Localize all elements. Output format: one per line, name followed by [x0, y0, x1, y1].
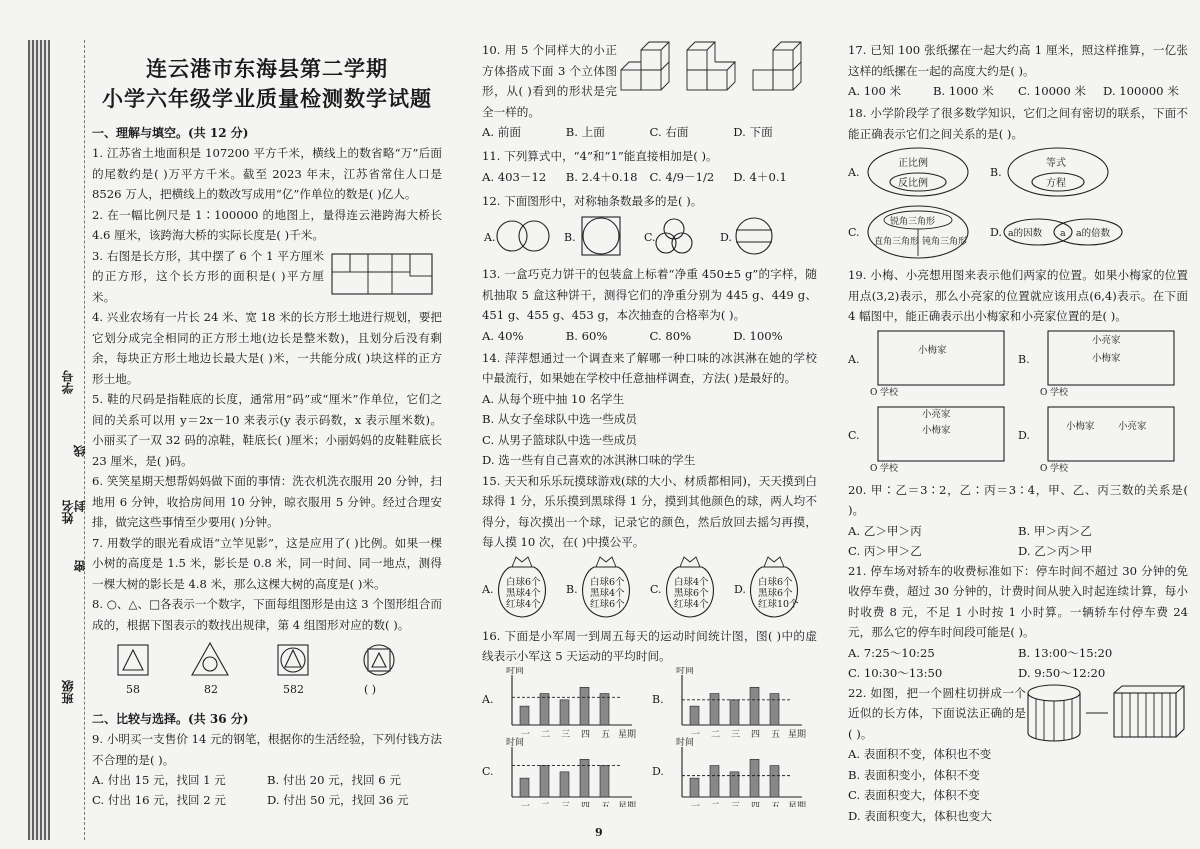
question-17: 17. 已知 100 张纸摞在一起大约高 1 厘米，照这样推算，一亿张这样的纸摞在一起的高度大约是( )。 [848, 43, 1188, 78]
q12-option-a: A. [484, 231, 496, 244]
q9-option-b: B. 付出 20 元，找回 6 元 [267, 773, 401, 787]
chart-bar [710, 693, 719, 724]
section-2-heading: 二、比较与选择。(共 36 分) [92, 712, 249, 726]
question-11-options [482, 167, 817, 187]
chart-bar [580, 759, 589, 797]
q14-option-b: B. 从女子垒球队中选一些成员 [482, 412, 638, 426]
q12-option-c: C. [644, 231, 656, 244]
question-15: 15. 天天和乐乐玩摸球游戏(球的大小、材质都相同)，天天摸到白球得 1 分，乐乐摸到黑球得 1 分，摸到其他颜色的球，两人均不得分，每次摸出一个球，记录它的颜色，然后放回去摇匀再摸，每人摸 10 次，在( )中摸公平。 [482, 473, 817, 549]
cylinder-to-cuboid-figure [1026, 683, 1186, 743]
chart-bar [770, 765, 779, 796]
q11-option-a: A. 403－12 [482, 169, 547, 184]
map-liang-home: 小亮家 [922, 408, 951, 420]
map-option-label: A. [848, 352, 860, 366]
name-label: 姓名 [61, 500, 75, 524]
q18-d-label-3: a的倍数 [1076, 228, 1111, 239]
question-19: 19. 小梅、小亮想用图来表示他们两家的位置。如果小梅家的位置用点(3,2)表示，那么小亮家的位置就应该用点(6,4)表示。在下面 4 幅图中，能正确表示出小梅家和小亮家位置的是( )。 [848, 268, 1188, 323]
chart-tick-label: 三 [731, 729, 741, 740]
pattern-value-4: ( ) [364, 683, 377, 696]
bag-ball-count: 红球6个 [590, 598, 625, 610]
q18-c-label-2: 直角三角形 [874, 237, 920, 247]
map-mei-home: 小梅家 [1092, 352, 1121, 364]
q15-option-label: B. [566, 582, 578, 596]
q18-d-label-2: a [1060, 228, 1066, 239]
question-17-options [848, 81, 1188, 101]
location-map-figures [848, 327, 1188, 477]
map-school-label: 学校 [1050, 463, 1069, 474]
pattern-value-1: 58 [126, 683, 140, 696]
q10-option-d: D. 下面 [733, 125, 773, 139]
chart-tick-label: 二 [711, 729, 721, 740]
question-20: 20. 甲∶乙＝3∶2，乙∶丙＝3∶4，甲、乙、丙三数的关系是( )。 [848, 482, 1188, 517]
bag-tie [680, 557, 700, 567]
q9-option-a: A. 付出 15 元，找回 1 元 [92, 773, 226, 787]
map-origin-label: O [1040, 463, 1048, 474]
exam-title-line2: 小学六年级学业质量检测数学试题 [102, 86, 432, 111]
q21-option-d: D. 9:50～12:20 [1018, 665, 1106, 680]
chart-bar [560, 699, 569, 724]
q15-option-label: A. [482, 582, 494, 596]
q20-option-d: D. 乙＞丙＞甲 [1018, 543, 1093, 558]
chart-option-label: A. [482, 692, 494, 706]
rectangle-squares-figure [330, 252, 440, 302]
q9-option-c: C. 付出 16 元，找回 2 元 [92, 793, 226, 807]
question-9: 9. 小明买一支售价 14 元的钢笔，根据你的生活经验，下列付钱方法不合理的是( )。 [92, 732, 442, 767]
binding-strip [28, 40, 50, 840]
q22-option-d: D. 表面积变大，体积也变大 [848, 808, 992, 823]
chart-tick-label: 四 [581, 801, 591, 807]
q13-option-b: B. 60% [565, 328, 608, 343]
question-12: 12. 下面图形中，对称轴条数最多的是( )。 [482, 193, 703, 208]
chart-tick-label: 一 [691, 729, 701, 740]
chart-bar [730, 699, 739, 724]
q12-option-d: D. [720, 231, 732, 244]
chart-tick-label: 三 [731, 801, 741, 807]
q17-option-c: C. 10000 米 [1018, 84, 1086, 98]
question-21: 21. 停车场对轿车的收费标准如下：停车时间不超过 30 分钟的免收停车费，超过 30 分钟的，计费时间从驶入时起连续计算，每小时收费 8 元，不足 1 小时按 1 小时算。一辆轿车付停车费 24 元，那么它的停车时间段可能是( )。 [848, 563, 1188, 639]
q20-option-a: A. 乙＞甲＞丙 [848, 523, 922, 538]
column-3 [848, 40, 1188, 826]
q17-option-d: D. 100000 米 [1103, 84, 1179, 98]
q18-c-label-1: 锐角三角形 [890, 217, 936, 227]
pattern-value-2: 82 [204, 683, 218, 696]
question-10-options [482, 122, 817, 142]
question-13: 13. 一盒巧克力饼干的包装盒上标着“净重 450±5 g”的字样，随机抽取 5 盒这种饼干，测得它们的净重分别为 445 g、449 g、451 g、455 g、453 g，本次抽查的合格率为( )。 [482, 267, 817, 322]
q11-option-d: D. 4＋0.1 [733, 169, 787, 184]
map-liang-home: 小亮家 [1092, 334, 1121, 346]
bag-tie [512, 557, 532, 567]
map-origin-label: O [870, 387, 878, 398]
chart-x-label: 星期 [788, 729, 807, 740]
chart-tick-label: 二 [711, 801, 721, 807]
cube-solids-figure [617, 40, 812, 106]
chart-option-label: C. [482, 764, 494, 778]
q22-option-c: C. 表面积变大，体积不变 [848, 788, 980, 802]
chart-bar [600, 693, 609, 724]
chart-x-label: 星期 [618, 729, 637, 740]
q14-option-a: A. 从每个班中抽 10 名学生 [482, 391, 625, 406]
q21-option-c: C. 10:30～13:50 [848, 665, 943, 680]
q18-option-d: D. [990, 226, 1002, 239]
question-5: 5. 鞋的尺码是指鞋底的长度，通常用“码”或“厘米”作单位，它们之间的关系可以用 y＝2x－10 来表示(y 表示码数，x 表示厘米数)。小丽买了一双 32 码的凉鞋，鞋底长( )厘米；小丽妈妈的皮鞋鞋底长 23 厘米，是( )码。 [92, 392, 442, 468]
question-22: 22. 如图，把一个圆柱切拼成一个近似的长方体，下面说法正确的是( )。 [848, 685, 1026, 741]
question-20-options [848, 521, 1188, 561]
question-6: 6. 笑笑星期天想帮妈妈做下面的事情：洗衣机洗衣服用 20 分钟，扫地用 6 分钟，收拾房间用 10 分钟，晾衣服用 5 分钟。经过合理安排，做完这些事情至少要用( )分钟。 [92, 474, 442, 529]
chart-bar [710, 765, 719, 796]
chart-bar [770, 693, 779, 724]
chart-y-label: 时间 [506, 737, 525, 748]
q10-option-a: A. 前面 [482, 125, 521, 139]
map-option-label: D. [1018, 428, 1030, 442]
chart-bar [600, 765, 609, 796]
map-school-label: 学校 [880, 387, 899, 398]
symmetry-figures [482, 211, 817, 261]
chart-x-label: 星期 [618, 801, 637, 807]
q12-option-b: B. [564, 231, 576, 244]
q14-option-c: C. 从男子篮球队中选一些成员 [482, 432, 637, 447]
q18-c-label-3: 钝角三角形 [922, 237, 968, 247]
bag-ball-count: 黑球6个 [758, 587, 793, 599]
question-13-options [482, 326, 817, 346]
q9-option-d: D. 付出 50 元，找回 36 元 [267, 793, 409, 807]
q15-option-label: D. [734, 582, 746, 596]
chart-tick-label: 四 [751, 801, 761, 807]
q11-option-c: C. 4/9－1/2 [649, 169, 715, 184]
chart-tick-label: 三 [561, 729, 571, 740]
bag-ball-count: 黑球6个 [674, 587, 709, 599]
map-origin-label: O [1040, 387, 1048, 398]
bag-tie [764, 557, 784, 567]
bag-ball-count: 白球6个 [758, 576, 793, 588]
column-2 [482, 40, 817, 810]
map-school-label: 学校 [1050, 387, 1069, 398]
bag-ball-count: 红球10个 [758, 598, 799, 610]
question-11: 11. 下列算式中，“4”和“1”能直接相加是( )。 [482, 149, 718, 163]
q15-option-label: C. [650, 582, 662, 596]
class-label: 班级 [61, 680, 75, 704]
question-7: 7. 用数学的眼光看成语“立竿见影”，这是应用了( )比例。如果一棵小树的高度是 1.5 米，影长是 0.8 米，同一时间、同一地点，测得一棵大树的影长是 4.8 米，那么这棵大树的高度是( )米。 [92, 535, 442, 591]
chart-y-label: 时间 [506, 666, 525, 676]
question-8: 8. ○、△、□各表示一个数字，下面每组图形是由这 3 个图形组合而成的，根据下图表示的数找出规律，第 4 组图形对应的数( )。 [92, 597, 442, 632]
q21-option-b: B. 13:00～15:20 [1018, 645, 1113, 660]
q10-option-c: C. 右面 [649, 125, 689, 139]
map-frame [878, 331, 1004, 385]
q18-a-outer: 正比例 [898, 158, 928, 169]
map-school-label: 学校 [880, 463, 899, 474]
bag-ball-count: 白球6个 [506, 576, 541, 588]
chart-tick-label: 一 [691, 801, 701, 807]
seal-char-2: 封 [73, 500, 87, 512]
q21-option-a: A. 7:25～10:25 [848, 645, 935, 660]
bag-tie [596, 557, 616, 567]
map-mei-home: 小梅家 [1066, 420, 1095, 432]
map-origin-label: O [870, 463, 878, 474]
q13-option-c: C. 80% [649, 328, 692, 343]
q10-option-b: B. 上面 [565, 125, 605, 139]
seal-char-3: 密 [73, 560, 87, 572]
chart-bar [750, 759, 759, 797]
question-16: 16. 下面是小军周一到周五每天的运动时间统计图，图( )中的虚线表示小军这 5 天运动的平均时间。 [482, 628, 817, 663]
chart-y-label: 时间 [676, 666, 695, 676]
pattern-value-3: 582 [283, 683, 304, 696]
q18-a-inner: 反比例 [898, 178, 928, 189]
column-1 [92, 40, 442, 810]
chart-tick-label: 五 [601, 801, 611, 807]
q17-option-a: A. 100 米 [848, 84, 902, 98]
q20-option-c: C. 丙＞甲＞乙 [848, 543, 922, 558]
question-1: 1. 江苏省土地面积是 107200 平方千米，横线上的数省略“万”后面的尾数约是( )万平方千米。截至 2023 年末，江苏省常住人口是 8526 万人，把横线上的数改写成用“亿”作单位的数是( )亿人。 [92, 146, 442, 201]
chart-tick-label: 三 [561, 801, 571, 807]
q18-d-label-1: a的因数 [1008, 228, 1043, 239]
chart-bar [560, 771, 569, 796]
chart-bar [690, 706, 699, 725]
chart-tick-label: 二 [541, 801, 551, 807]
map-mei-home: 小梅家 [918, 344, 947, 356]
chart-tick-label: 五 [771, 801, 781, 807]
map-option-label: B. [1018, 352, 1030, 366]
exam-title-line1: 连云港市东海县第二学期 [146, 56, 388, 81]
question-2: 2. 在一幅比例尺是 1∶100000 的地图上，量得连云港跨海大桥长 4.6 厘米，该跨海大桥的实际长度是( )千米。 [92, 207, 442, 242]
chart-bar [750, 687, 759, 725]
bag-ball-count: 白球4个 [674, 576, 709, 588]
question-18: 18. 小学阶段学了很多数学知识，它们之间有密切的联系，下面不能正确表示它们之间关系的是( )。 [848, 106, 1188, 141]
q18-option-c: C. [848, 226, 860, 239]
question-9-options [92, 770, 442, 810]
question-10: 10. 用 5 个同样大的小正方体搭成下面 3 个立体图形，从( )看到的形状是完全一样的。 [482, 43, 617, 119]
map-liang-home: 小亮家 [1118, 420, 1147, 432]
chart-bar [580, 687, 589, 725]
chart-tick-label: 二 [541, 729, 551, 740]
bag-ball-count: 黑球4个 [590, 587, 625, 599]
bag-ball-count: 红球4个 [506, 598, 541, 610]
question-14: 14. 萍萍想通过一个调查来了解哪一种口味的冰淇淋在她的学校中最流行，如果她在学校中任意抽样调查，方法( )是最好的。 [482, 350, 817, 385]
chart-y-label: 时间 [676, 737, 695, 748]
seal-char-1: 线 [73, 445, 87, 457]
q13-option-a: A. 40% [482, 328, 524, 343]
q17-option-b: B. 1000 米 [933, 84, 994, 98]
chart-tick-label: 一 [521, 801, 531, 807]
chart-bar [540, 765, 549, 796]
id-label: 学号 [61, 370, 75, 394]
chart-option-label: D. [652, 764, 664, 778]
page-number: 9 [595, 826, 603, 839]
student-info-margin [55, 40, 85, 840]
question-4: 4. 兴业农场有一片长 24 米、宽 18 米的长方形土地进行规划，要把它划分成完全相同的正方形土地(边长是整米数)，且划分后没有剩余，每块正方形土地边长最大是( )米，一共能分成( )块这样的正方形土地。 [92, 310, 442, 386]
q22-option-a: A. 表面积不变，体积也不变 [848, 747, 992, 761]
q18-option-a: A. [848, 166, 860, 179]
q18-b-inner: 方程 [1046, 178, 1066, 189]
set-relation-figures [848, 144, 1188, 262]
chart-option-label: B. [652, 692, 664, 706]
chart-tick-label: 五 [601, 729, 611, 740]
bag-ball-count: 红球4个 [674, 598, 709, 610]
bag-ball-count: 黑球4个 [506, 587, 541, 599]
chart-bar [520, 778, 529, 797]
question-21-options [848, 643, 1188, 683]
q20-option-b: B. 甲＞丙＞乙 [1018, 523, 1092, 538]
q22-option-b: B. 表面积变小，体积不变 [848, 767, 980, 782]
question-3: 3. 右图是长方形，其中摆了 6 个 1 平方厘米的正方形，这个长方形的面积是( )平方厘米。 [92, 248, 324, 304]
chart-x-label: 星期 [788, 801, 807, 807]
map-option-label: C. [848, 428, 860, 442]
q14-option-d: D. 选一些有自己喜欢的冰淇淋口味的学生 [482, 453, 696, 467]
bag-ball-count: 白球6个 [590, 576, 625, 588]
map-mei-home: 小梅家 [922, 424, 951, 436]
chart-tick-label: 一 [521, 729, 531, 740]
q11-option-b: B. 2.4＋0.18 [565, 169, 638, 184]
q18-b-outer: 等式 [1046, 158, 1066, 169]
q13-option-d: D. 100% [733, 328, 783, 343]
chart-bar [540, 693, 549, 724]
chart-tick-label: 四 [751, 729, 761, 740]
chart-tick-label: 四 [581, 729, 591, 740]
q18-option-b: B. [990, 166, 1002, 179]
exercise-time-charts [482, 667, 817, 807]
section-1-heading: 一、理解与填空。(共 12 分) [92, 126, 249, 140]
chart-bar [690, 778, 699, 797]
chart-tick-label: 五 [771, 729, 781, 740]
ball-bags-figure [482, 553, 817, 623]
chart-bar [520, 706, 529, 725]
map-frame [1048, 407, 1174, 461]
shape-pattern-figure [92, 639, 442, 701]
